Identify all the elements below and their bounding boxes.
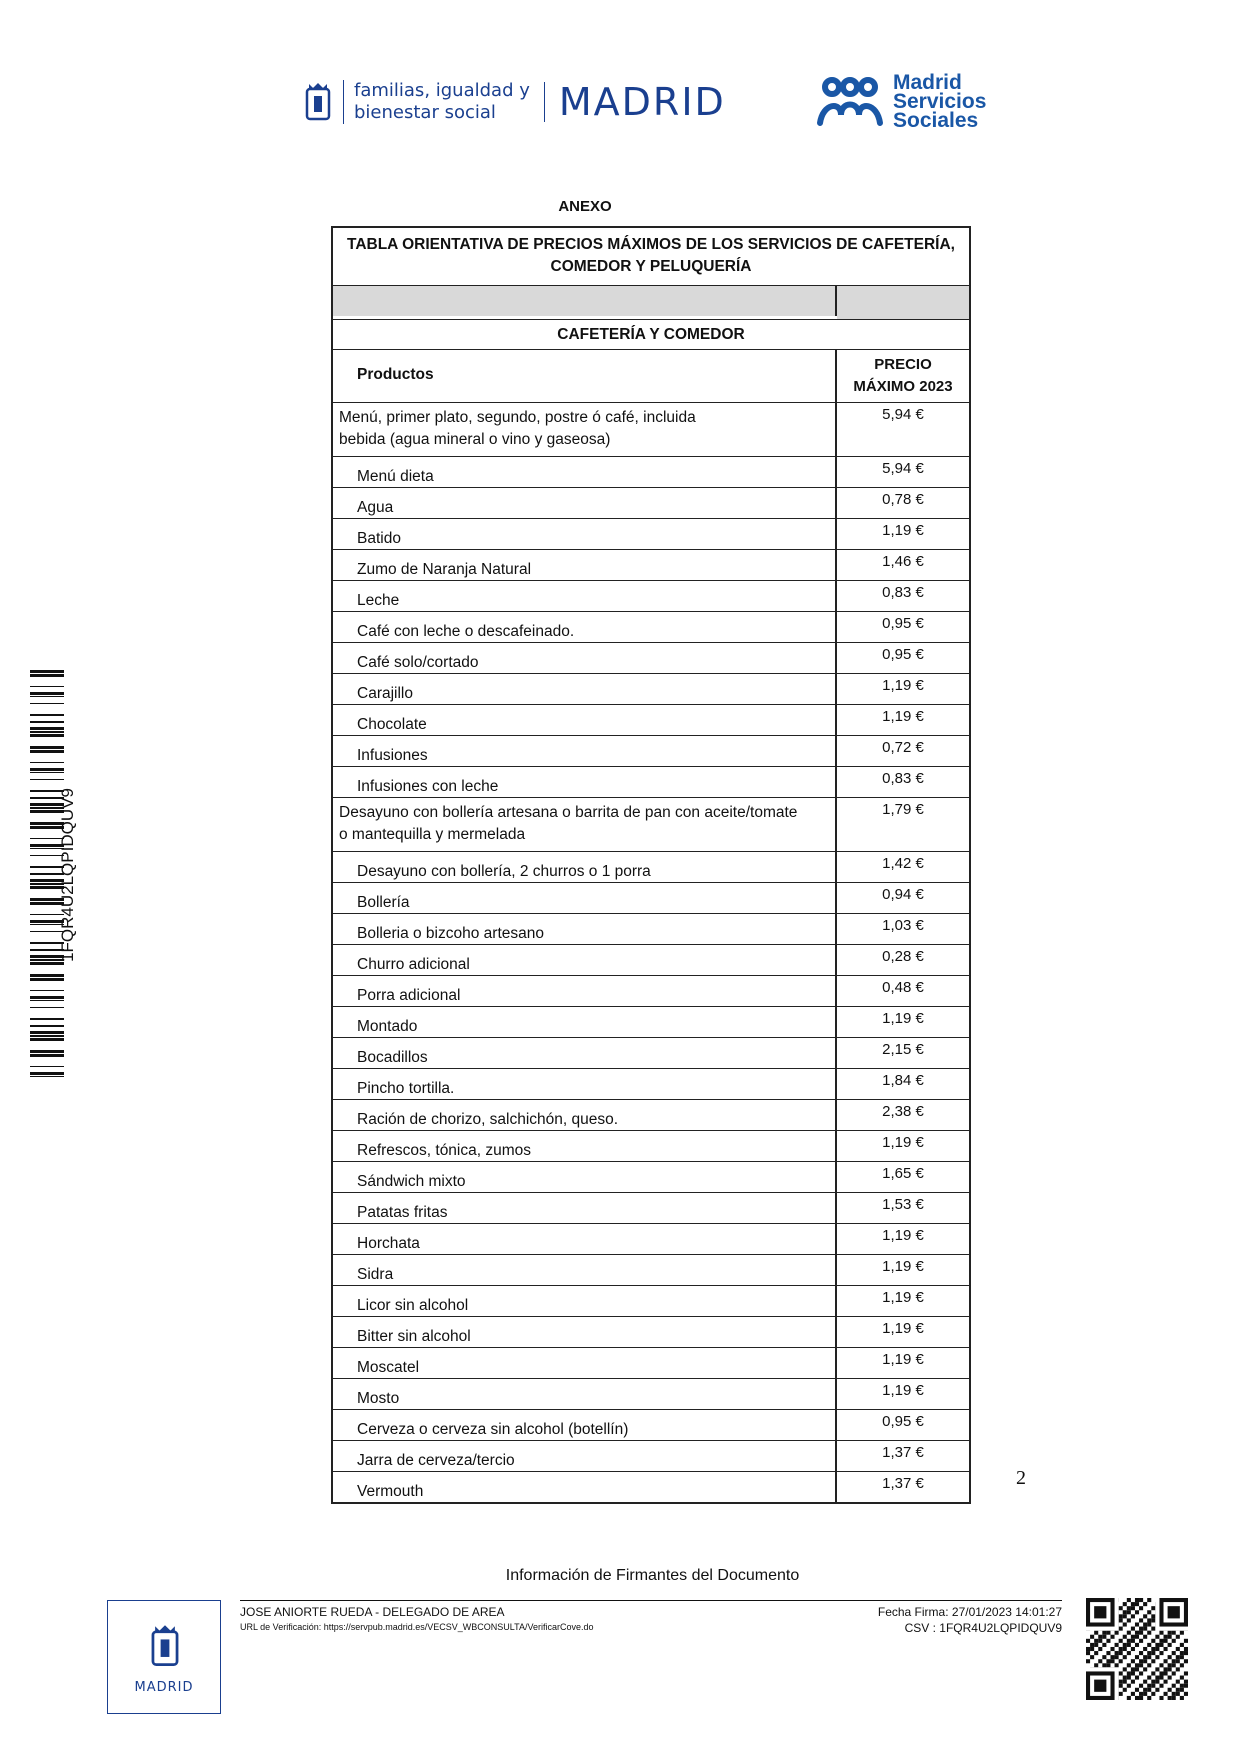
product-name-line: Refrescos, tónica, zumos <box>357 1142 532 1159</box>
products-header: Productos <box>333 350 837 402</box>
product-price: 1,65 € <box>882 1165 924 1182</box>
product-name <box>333 1162 837 1192</box>
madrid-wordmark: MADRID <box>558 80 726 124</box>
product-name-line: o mantequilla y mermelada <box>339 826 526 843</box>
price-header-line-2: MÁXIMO 2023 <box>853 378 953 395</box>
table-row <box>333 1162 969 1193</box>
table-row <box>333 1100 969 1131</box>
product-price: 1,19 € <box>882 1382 924 1399</box>
product-name <box>333 1131 837 1161</box>
footer-divider <box>240 1600 1062 1601</box>
product-name <box>333 767 837 797</box>
product-price: 1,19 € <box>882 677 924 694</box>
table-row <box>333 1410 969 1441</box>
table-row <box>333 1317 969 1348</box>
product-name-line: Menú dieta <box>357 468 434 485</box>
product-name-line: Porra adicional <box>357 987 461 1004</box>
section-title: CAFETERÍA Y COMEDOR <box>557 326 745 343</box>
product-price: 1,03 € <box>882 917 924 934</box>
table-row <box>333 1255 969 1286</box>
product-name <box>333 674 837 704</box>
product-name-line: Sidra <box>357 1266 394 1283</box>
table-title-row <box>333 228 969 286</box>
table-title-line-2: COMEDOR Y PELUQUERÍA <box>550 258 752 275</box>
product-name-line: Moscatel <box>357 1359 420 1376</box>
product-price: 1,37 € <box>882 1475 924 1492</box>
product-name-line: Menú, primer plato, segundo, postre ó café, incluida <box>339 409 696 426</box>
product-price: 1,42 € <box>882 855 924 872</box>
department-line-2: bienestar social <box>354 102 496 123</box>
servicios-sociales-text <box>893 70 987 132</box>
table-row <box>333 1038 969 1069</box>
product-name <box>333 581 837 611</box>
product-price: 0,48 € <box>882 979 924 996</box>
product-price: 1,79 € <box>882 801 924 818</box>
signer-name: JOSE ANIORTE RUEDA - DELEGADO DE AREA <box>240 1605 505 1619</box>
product-price: 1,19 € <box>882 1351 924 1368</box>
product-name-line: Zumo de Naranja Natural <box>357 561 532 578</box>
page-number: 2 <box>1016 1467 1026 1489</box>
product-name-line: Leche <box>357 592 400 609</box>
product-name <box>333 705 837 735</box>
table-row <box>333 488 969 519</box>
madrid-crest-icon <box>305 81 331 123</box>
product-price: 1,46 € <box>882 553 924 570</box>
product-name-line: Desayuno con bollería, 2 churros o 1 porra <box>357 863 651 880</box>
product-name-line: Chocolate <box>357 716 427 733</box>
grey-spacer-row <box>333 286 969 320</box>
table-row <box>333 643 969 674</box>
column-header-row <box>333 350 969 403</box>
product-price: 0,95 € <box>882 646 924 663</box>
table-row <box>333 674 969 705</box>
table-row <box>333 945 969 976</box>
product-price: 1,19 € <box>882 708 924 725</box>
table-title-line-1: TABLA ORIENTATIVA DE PRECIOS MÁXIMOS DE LOS SERVICIOS DE CAFETERÍA, <box>347 236 955 253</box>
table-row <box>333 914 969 945</box>
product-price: 0,83 € <box>882 770 924 787</box>
side-barcode-code: 1FQR4U2LQPIDQUV9 <box>58 788 77 962</box>
mss-line-3: Sociales <box>893 108 979 132</box>
price-table <box>331 226 971 1504</box>
product-price: 1,19 € <box>882 1289 924 1306</box>
product-name <box>333 1317 837 1347</box>
table-row <box>333 1224 969 1255</box>
product-price: 1,19 € <box>882 522 924 539</box>
product-name <box>333 1255 837 1285</box>
product-name <box>333 1224 837 1254</box>
product-name <box>333 798 837 851</box>
signers-info-title: Información de Firmantes del Documento <box>505 1567 800 1584</box>
product-name <box>333 612 837 642</box>
product-name-line: Sándwich mixto <box>357 1173 466 1190</box>
product-name <box>333 1348 837 1378</box>
table-row <box>333 1131 969 1162</box>
table-row <box>333 767 969 798</box>
product-name <box>333 883 837 913</box>
qr-code-icon <box>1086 1598 1188 1700</box>
product-name <box>333 1100 837 1130</box>
product-name <box>333 1410 837 1440</box>
product-price: 0,78 € <box>882 491 924 508</box>
product-price: 5,94 € <box>882 406 924 423</box>
table-row <box>333 705 969 736</box>
product-name <box>333 736 837 766</box>
product-name <box>333 1193 837 1223</box>
verification-url: URL de Verificación: https://servpub.madrid.es/VECSV_WBCONSULTA/VerificarCove.do <box>240 1622 594 1632</box>
csv-code: CSV : 1FQR4U2LQPIDQUV9 <box>904 1621 1062 1635</box>
footer-madrid-word: MADRID <box>134 1680 194 1695</box>
product-name <box>333 1007 837 1037</box>
product-name-line: Licor sin alcohol <box>357 1297 469 1314</box>
product-name-line: Montado <box>357 1018 418 1035</box>
table-row <box>333 1069 969 1100</box>
product-price: 2,15 € <box>882 1041 924 1058</box>
footer-madrid-logo <box>107 1600 221 1714</box>
product-name-line: Bitter sin alcohol <box>357 1328 471 1345</box>
product-name-line: bebida (agua mineral o vino y gaseosa) <box>339 431 611 448</box>
product-name-line: Café solo/cortado <box>357 654 479 671</box>
product-name <box>333 403 837 456</box>
table-row <box>333 852 969 883</box>
table-row <box>333 883 969 914</box>
product-name-line: Bollería <box>357 894 410 911</box>
price-header <box>837 350 969 402</box>
product-name-line: Infusiones con leche <box>357 778 499 795</box>
product-name <box>333 1441 837 1471</box>
product-name-line: Batido <box>357 530 401 547</box>
product-name-line: Pincho tortilla. <box>357 1080 455 1097</box>
product-name <box>333 976 837 1006</box>
madrid-familias-logo <box>305 78 726 126</box>
product-price: 0,83 € <box>882 584 924 601</box>
product-name-line: Cerveza o cerveza sin alcohol (botellín) <box>357 1421 629 1438</box>
product-name <box>333 852 837 882</box>
product-name-line: Churro adicional <box>357 956 470 973</box>
product-name-line: Patatas fritas <box>357 1204 448 1221</box>
mss-line-1: Madrid <box>893 70 962 94</box>
department-line-1: familias, igualdad y <box>354 80 530 101</box>
product-price: 1,19 € <box>882 1258 924 1275</box>
product-price: 0,95 € <box>882 615 924 632</box>
product-price: 1,84 € <box>882 1072 924 1089</box>
product-price: 0,95 € <box>882 1413 924 1430</box>
table-row <box>333 1379 969 1410</box>
product-name-line: Café con leche o descafeinado. <box>357 623 575 640</box>
product-price: 1,37 € <box>882 1444 924 1461</box>
product-name <box>333 914 837 944</box>
table-row <box>333 550 969 581</box>
product-price: 5,94 € <box>882 460 924 477</box>
table-row <box>333 581 969 612</box>
department-name <box>343 80 530 124</box>
product-name-line: Bocadillos <box>357 1049 428 1066</box>
table-row <box>333 798 969 852</box>
product-name <box>333 1069 837 1099</box>
grey-cell-right <box>837 286 969 319</box>
servicios-sociales-logo <box>815 60 1005 142</box>
signature-date: Fecha Firma: 27/01/2023 14:01:27 <box>877 1605 1062 1619</box>
product-name-line: Infusiones <box>357 747 428 764</box>
table-row <box>333 1286 969 1317</box>
product-price: 1,19 € <box>882 1134 924 1151</box>
product-name-line: Horchata <box>357 1235 420 1252</box>
product-price: 1,19 € <box>882 1320 924 1337</box>
product-rows <box>333 403 969 1502</box>
product-price: 1,53 € <box>882 1196 924 1213</box>
table-row <box>333 976 969 1007</box>
table-row <box>333 403 969 457</box>
product-name-line: Desayuno con bollería artesana o barrita de pan con aceite/tomate <box>339 804 798 821</box>
table-row <box>333 1007 969 1038</box>
product-name <box>333 488 837 518</box>
table-title <box>333 228 969 285</box>
product-name-line: Bolleria o bizcoho artesano <box>357 925 544 942</box>
section-row <box>333 320 969 350</box>
product-name <box>333 643 837 673</box>
price-header-line-1: PRECIO <box>874 356 932 373</box>
product-name <box>333 457 837 487</box>
people-figures-icon <box>815 75 885 127</box>
table-row <box>333 1193 969 1224</box>
mss-line-2: Servicios <box>893 89 987 113</box>
product-name-line: Vermouth <box>357 1483 424 1500</box>
product-name <box>333 1286 837 1316</box>
product-name <box>333 1379 837 1409</box>
product-name-line: Agua <box>357 499 394 516</box>
table-row <box>333 612 969 643</box>
product-name-line: Ración de chorizo, salchichón, queso. <box>357 1111 619 1128</box>
product-name <box>333 550 837 580</box>
product-name <box>333 1472 837 1502</box>
product-price: 1,19 € <box>882 1227 924 1244</box>
table-row <box>333 736 969 767</box>
product-name <box>333 1038 837 1068</box>
product-price: 0,28 € <box>882 948 924 965</box>
product-price: 0,72 € <box>882 739 924 756</box>
product-price: 2,38 € <box>882 1103 924 1120</box>
madrid-crest-icon <box>150 1623 180 1669</box>
product-name-line: Jarra de cerveza/tercio <box>357 1452 515 1469</box>
product-price: 1,19 € <box>882 1010 924 1027</box>
logo-divider <box>544 82 545 122</box>
table-row <box>333 1441 969 1472</box>
product-name-line: Mosto <box>357 1390 400 1407</box>
product-name <box>333 519 837 549</box>
product-name <box>333 945 837 975</box>
table-row <box>333 1348 969 1379</box>
table-row <box>333 519 969 550</box>
annex-title: ANEXO <box>558 198 612 215</box>
product-name-line: Carajillo <box>357 685 413 702</box>
table-row <box>333 1472 969 1502</box>
table-row <box>333 457 969 488</box>
grey-cell-left <box>333 286 837 316</box>
product-price: 0,94 € <box>882 886 924 903</box>
